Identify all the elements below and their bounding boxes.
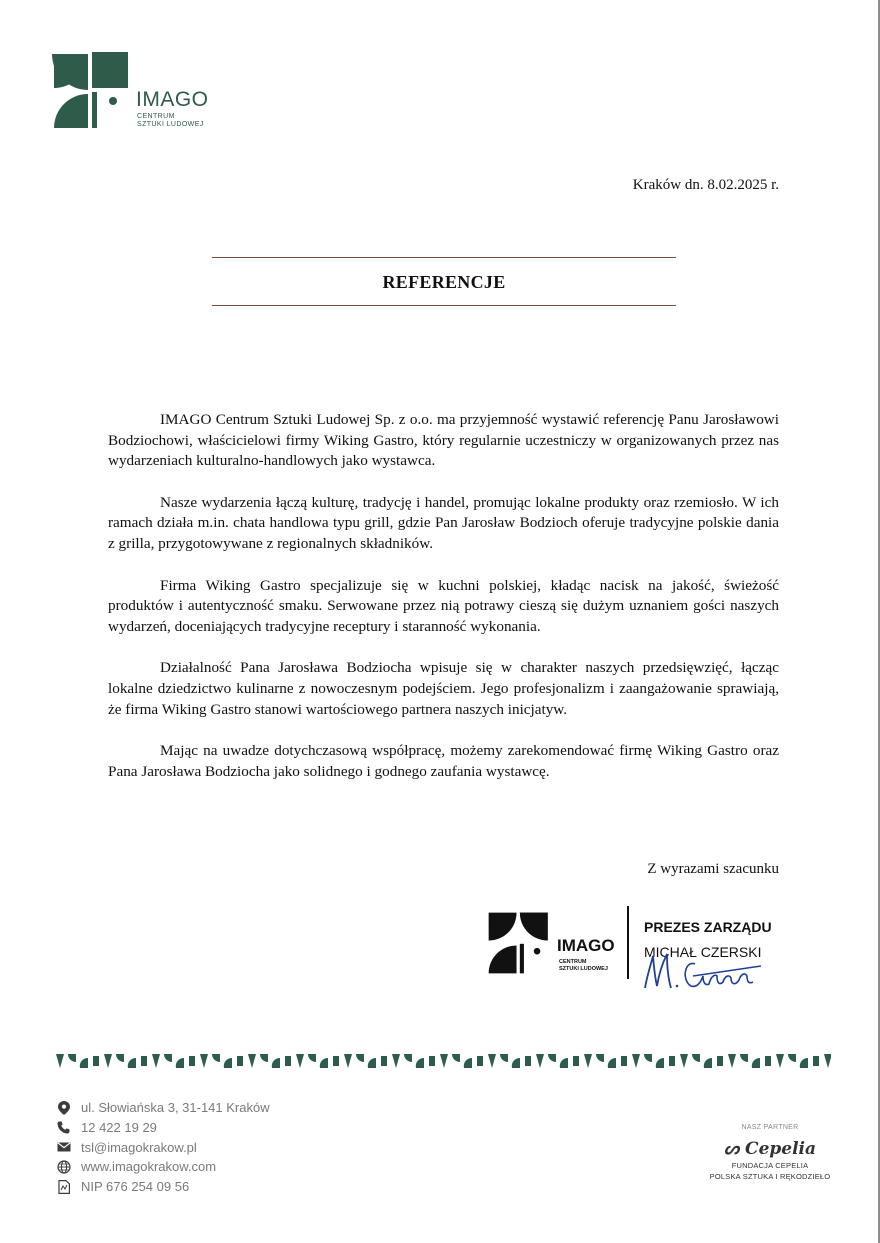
pattern-motif — [621, 1056, 627, 1066]
pattern-motif — [104, 1054, 112, 1068]
pattern-motif — [548, 1054, 556, 1062]
stamp-logo-icon — [487, 909, 551, 977]
paragraph: Nasze wydarzenia łączą kulturę, tradycję i handel, promując lokalne produkty oraz rzemiosło. W ich ramach działa m.in. chata handlowa typu grill, gdzie Pan Jarosław Bodzioch oferuje tradycyjne polskie dania z grilla, przygotowywane z regionalnych składników. — [108, 493, 779, 552]
partner-brand-name: Cepelia — [745, 1139, 817, 1159]
contact-email — [56, 1137, 270, 1157]
stamp-wordmark: IMAGO — [557, 936, 615, 955]
pattern-motif — [788, 1054, 796, 1062]
pattern-motif — [740, 1054, 748, 1062]
globe-icon — [56, 1159, 71, 1174]
pattern-motif — [477, 1056, 483, 1066]
pattern-motif — [381, 1056, 387, 1066]
company-stamp — [487, 906, 787, 996]
pattern-motif — [237, 1056, 243, 1066]
partner-line2: POLSKA SZTUKA I RĘKODZIEŁO — [709, 1172, 831, 1181]
handwritten-signature — [637, 946, 777, 996]
paragraph: IMAGO Centrum Sztuki Ludowej Sp. z o.o. ma przyjemność wystawić referencję Panu Jarosławowi Bodziochowi, właścicielowi firmy Wiking Gastro, który regularnie uczestniczy w organizowanych przez nas wydarzeniach kulturalno-handlowych jako wystawca. — [108, 411, 779, 470]
pattern-motif — [560, 1058, 568, 1068]
document-title: REFERENCJE — [382, 272, 506, 292]
pattern-motif — [429, 1056, 435, 1066]
pattern-motif — [80, 1058, 88, 1068]
pattern-motif — [824, 1054, 831, 1068]
pattern-motif — [272, 1058, 280, 1068]
contact-address — [56, 1098, 270, 1118]
pattern-motif — [717, 1056, 723, 1066]
partner-line1: FUNDACJA CEPELIA — [731, 1161, 809, 1170]
pattern-motif — [752, 1058, 760, 1068]
phone-icon — [56, 1120, 71, 1135]
letter-date: Kraków dn. 8.02.2025 r. — [632, 177, 779, 193]
partner-brand-mark-icon: ᔕ — [723, 1139, 746, 1159]
pattern-motif — [656, 1058, 664, 1068]
logo-subtitle-line1: CENTRUM — [137, 113, 175, 120]
stamp-name: MICHAŁ CZERSKI — [644, 944, 762, 960]
pattern-motif — [416, 1058, 424, 1068]
pattern-motif — [692, 1054, 700, 1062]
pattern-motif — [584, 1054, 592, 1068]
pattern-motif — [596, 1054, 604, 1062]
logo-wordmark: IMAGO — [136, 88, 209, 111]
pattern-motif — [200, 1054, 208, 1068]
stamp-divider — [627, 906, 629, 979]
pattern-motif — [116, 1054, 124, 1062]
contact-text: www.imagokrakow.com — [81, 1159, 217, 1175]
pattern-motif — [224, 1058, 232, 1068]
contact-text: 12 422 19 29 — [81, 1120, 157, 1136]
pattern-motif — [525, 1056, 531, 1066]
pattern-motif — [776, 1054, 784, 1068]
location-pin-icon — [56, 1100, 71, 1115]
pattern-motif — [128, 1058, 136, 1068]
paragraph: Działalność Pana Jarosława Bodziocha wpisuje się w charakter naszych przedsięwzięć, łącząc lokalne dziedzictwo kulinarne z nowoczesnym podejściem. Jego profesjonalizm i zaangażowanie sprawiają, że firma Wiking Gastro stanowi wartościowego partnera naszych inicjatyw. — [108, 659, 779, 718]
contact-nip — [56, 1177, 270, 1197]
pattern-motif — [680, 1054, 688, 1068]
pattern-motif — [56, 1054, 64, 1068]
pattern-motif — [608, 1058, 616, 1068]
pattern-motif — [800, 1058, 808, 1068]
pattern-motif — [285, 1056, 291, 1066]
pattern-motif — [368, 1058, 376, 1068]
imago-leaf-logo-icon — [52, 52, 130, 130]
pattern-motif — [728, 1054, 736, 1068]
mail-icon — [56, 1140, 71, 1155]
pattern-motif — [440, 1054, 448, 1068]
pattern-motif — [141, 1056, 147, 1066]
pattern-motif — [644, 1054, 652, 1062]
pattern-motif — [344, 1054, 352, 1068]
pattern-motif — [356, 1054, 364, 1062]
partner-block — [700, 1124, 840, 1181]
imago-logo — [52, 52, 232, 132]
pattern-motif — [164, 1054, 172, 1062]
closing-salutation: Z wyrazami szacunku — [647, 861, 779, 877]
contact-website — [56, 1157, 270, 1177]
pattern-motif — [260, 1054, 268, 1062]
pattern-motif — [152, 1054, 160, 1068]
pattern-motif — [68, 1054, 76, 1062]
pattern-motif — [452, 1054, 460, 1062]
document-icon — [56, 1179, 71, 1194]
pattern-motif — [813, 1056, 819, 1066]
pattern-motif — [765, 1056, 771, 1066]
paragraph: Firma Wiking Gastro specjalizuje się w kuchni polskiej, kładąc nacisk na jakość, świeżość produktów i autentyczność smaku. Serwowane przez nią potrawy cieszą się dużym uznaniem gości naszych wydarzeń, doceniających tradycyjne receptury i staranność wykonania. — [108, 576, 779, 635]
stamp-subtitle-line1: CENTRUM — [559, 959, 587, 965]
pattern-motif — [176, 1058, 184, 1068]
contact-text: ul. Słowiańska 3, 31-141 Kraków — [81, 1100, 270, 1116]
partner-brand-logo — [700, 1139, 840, 1159]
title-rule-bottom — [212, 305, 676, 306]
contact-text: tsl@imagokrakow.pl — [81, 1139, 197, 1155]
pattern-motif — [500, 1054, 508, 1062]
pattern-motif — [296, 1054, 304, 1068]
pattern-motif — [536, 1054, 544, 1068]
stamp-subtitle-line2: SZTUKI LUDOWEJ — [559, 966, 608, 972]
partner-label: NASZ PARTNER — [741, 1124, 799, 1131]
title-rule-top — [212, 257, 676, 258]
pattern-motif — [488, 1054, 496, 1068]
pattern-motif — [93, 1056, 99, 1066]
pattern-motif — [632, 1054, 640, 1068]
paragraph: Mając na uwadze dotychczasową współpracę, możemy zarekomendować firmę Wiking Gastro oraz Pana Jarosława Bodziocha jako solidnego i godnego zaufania wystawcę. — [108, 742, 779, 780]
letter-body — [108, 410, 779, 803]
pattern-motif — [704, 1058, 712, 1068]
contact-phone — [56, 1118, 270, 1138]
pattern-motif — [320, 1058, 328, 1068]
logo-subtitle-line2: SZTUKI LUDOWEJ — [137, 121, 204, 128]
pattern-motif — [212, 1054, 220, 1062]
decorative-pattern-band — [56, 1052, 831, 1070]
contact-list — [56, 1098, 270, 1196]
pattern-motif — [512, 1058, 520, 1068]
stamp-role: PREZES ZARZĄDU — [644, 919, 772, 935]
pattern-motif — [189, 1056, 195, 1066]
pattern-motif — [573, 1056, 579, 1066]
contact-text: NIP 676 254 09 56 — [81, 1179, 190, 1195]
pattern-motif — [392, 1054, 400, 1068]
pattern-motif — [464, 1058, 472, 1068]
pattern-motif — [404, 1054, 412, 1062]
pattern-motif — [333, 1056, 339, 1066]
pattern-motif — [308, 1054, 316, 1062]
pattern-motif — [248, 1054, 256, 1068]
pattern-motif — [669, 1056, 675, 1066]
